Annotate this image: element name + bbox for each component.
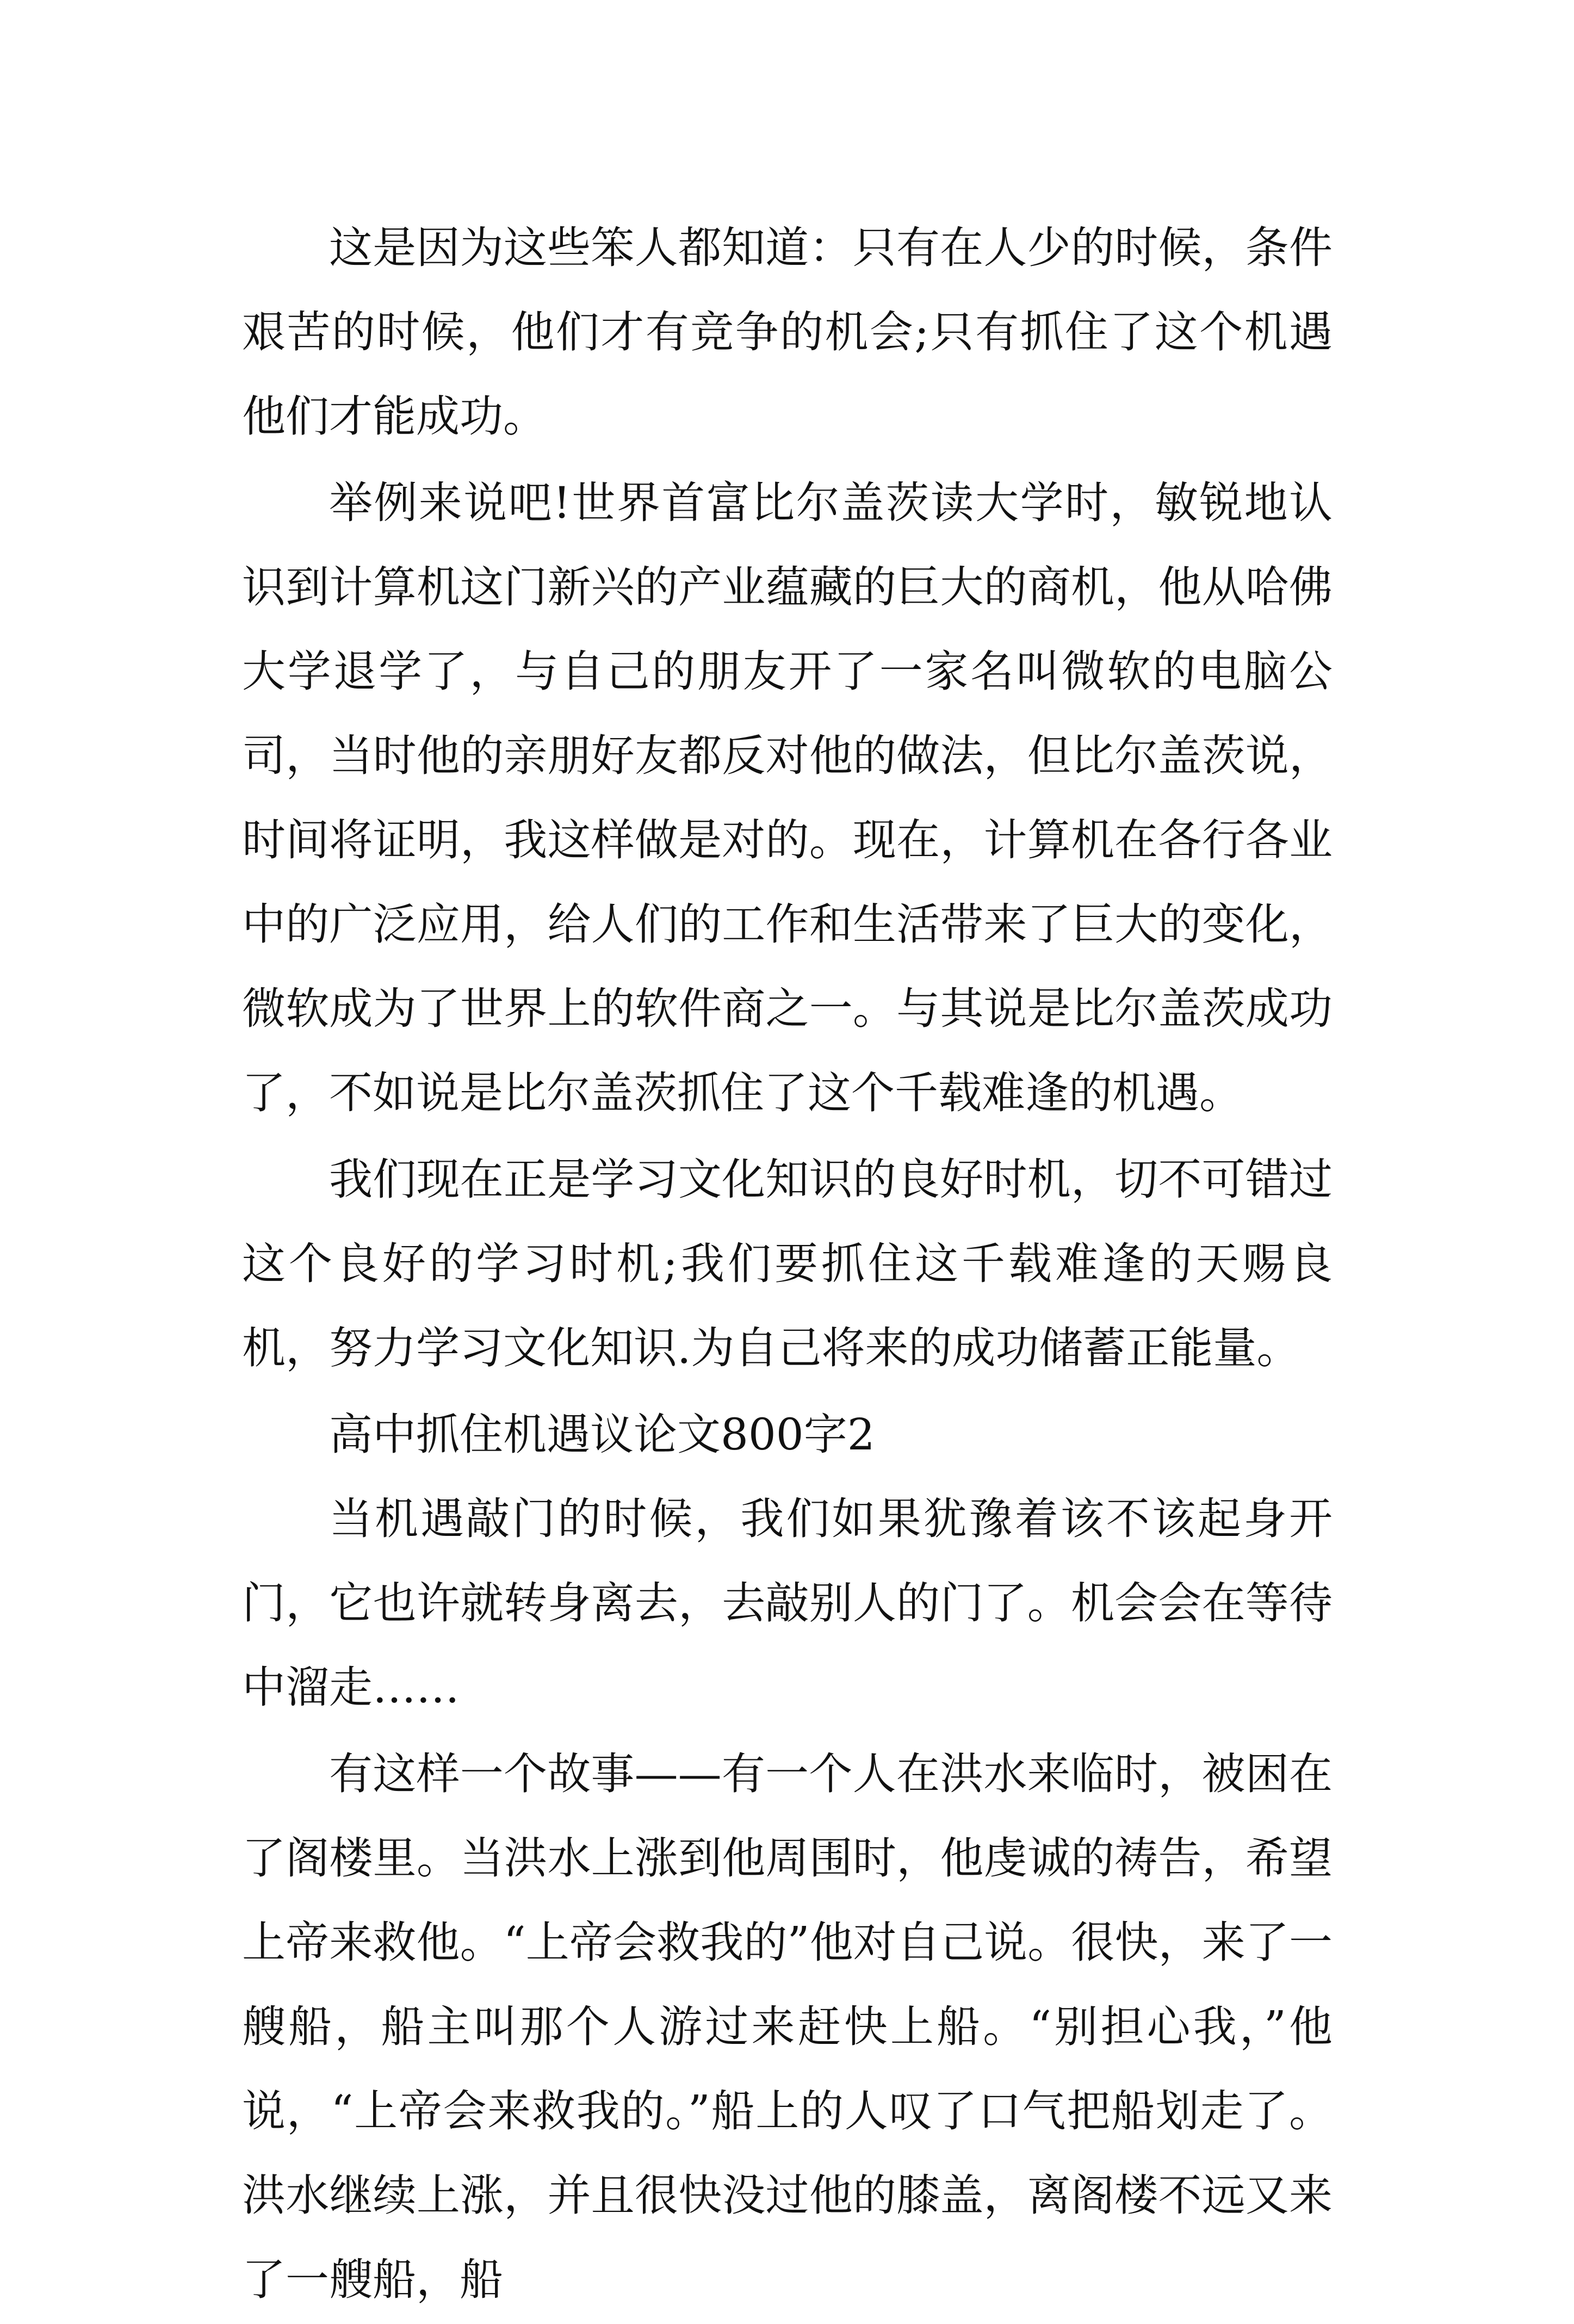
document-body	[242, 206, 1333, 2324]
paragraph-5: 有这样一个故事——有一个人在洪水来临时，被困在了阁楼里。当洪水上涨到他周围时，他虔诚的祷告，希望上帝来救他。“上帝会救我的”他对自己说。很快，来了一艘船，船主叫那个人游过来赶快上船。“别担心我，”他说，“上帝会来救我的。”船上的人叹了口气把船划走了。洪水继续上涨，并且很快没过他的膝盖，离阁楼不远又来了一艘船，船	[242, 1749, 1333, 2305]
paragraph-4: 当机遇敲门的时候，我们如果犹豫着该不该起身开门，它也许就转身离去，去敲别人的门了。机会会在等待中溜走……	[242, 1493, 1333, 1713]
paragraph-2: 举例来说吧!世界首富比尔盖茨读大学时，敏锐地认识到计算机这门新兴的产业蕴藏的巨大的商机，他从哈佛大学退学了，与自己的朋友开了一家名叫微软的电脑公司，当时他的亲朋好友都反对他的做法，但比尔盖茨说，时间将证明，我这样做是对的。现在，计算机在各行各业中的广泛应用，给人们的工作和生活带来了巨大的变化，微软成为了世界上的软件商之一。与其说是比尔盖茨成功了，不如说是比尔盖茨抓住了这个千载难逢的机遇。	[242, 478, 1333, 1118]
paragraph-3: 我们现在正是学习文化知识的良好时机，切不可错过这个良好的学习时机;我们要抓住这千载难逢的天赐良机，努力学习文化知识.为自己将来的成功储蓄正能量。	[242, 1154, 1333, 1373]
paragraph-1: 这是因为这些笨人都知道：只有在人少的时候，条件艰苦的时候，他们才有竞争的机会;只有抓住了这个机遇他们才能成功。	[242, 222, 1333, 442]
section-heading: 高中抓住机遇议论文800字2	[329, 1409, 875, 1460]
